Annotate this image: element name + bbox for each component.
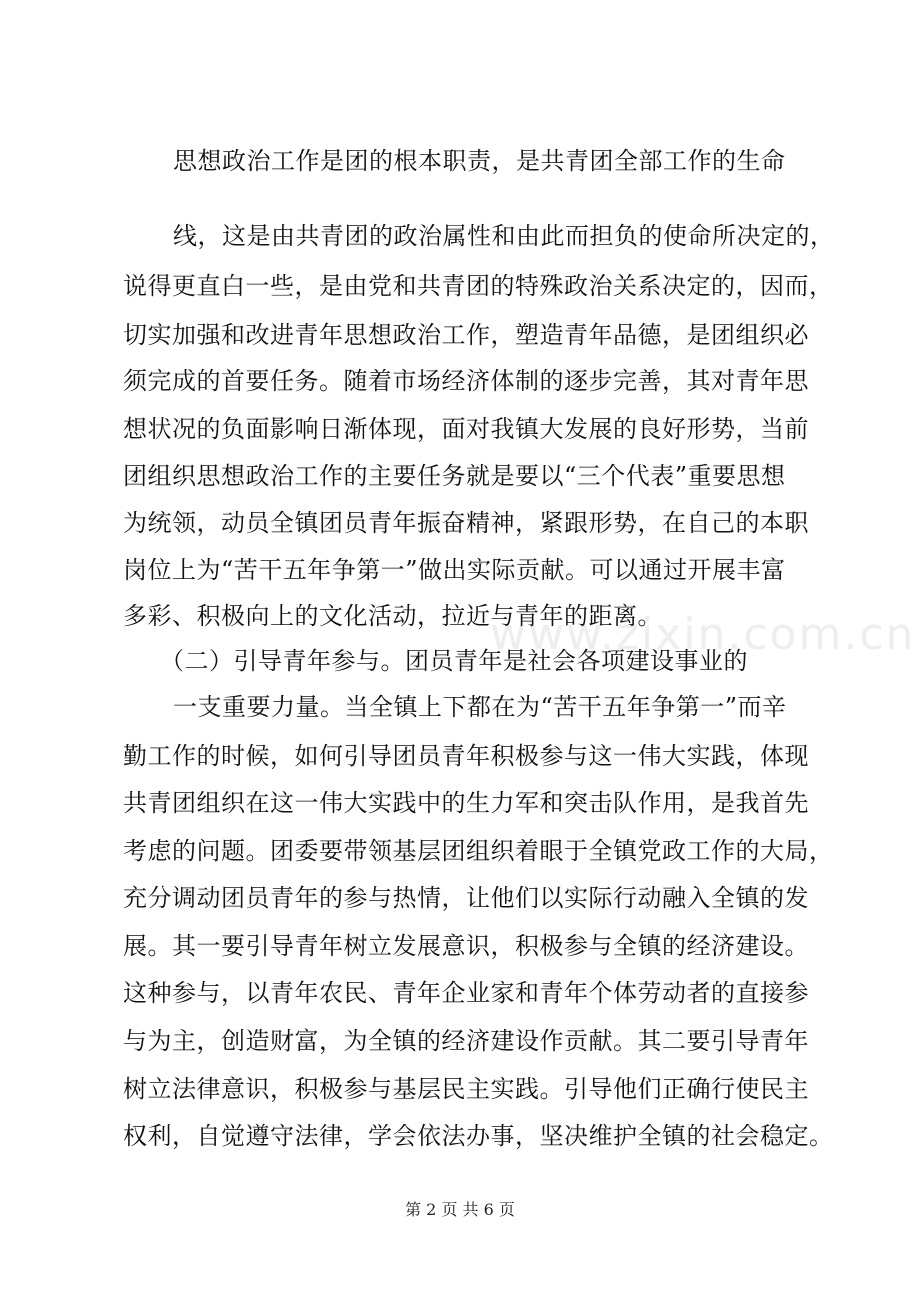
text-line: 岗位上为“苦干五年争第一”做出实际贡献。可以通过开展丰富 [123,556,786,584]
text-line: 勤工作的时候，如何引导团员青年积极参与这一伟大实践，体现 [123,742,809,770]
text-line: 须完成的首要任务。随着市场经济体制的逐步完善，其对青年思 [123,367,809,395]
text-line: 切实加强和改进青年思想政治工作，塑造青年品德，是团组织必 [123,321,809,349]
text-line: 这种参与，以青年农民、青年企业家和青年个体劳动者的直接参 [123,979,809,1007]
text-line: 考虑的问题。团委要带领基层团组织着眼于全镇党政工作的大局， [123,837,834,865]
page-number-footer: 第 2 页 共 6 页 [405,1200,515,1219]
text-line: 权利，自觉遵守法律，学会依法办事，坚决维护全镇的社会稳定。 [123,1122,834,1150]
text-line: 充分调动团员青年的参与热情，让他们以实际行动融入全镇的发 [123,884,809,912]
text-line: 一支重要力量。当全镇上下都在为“苦干五年争第一”而辛 [173,693,787,721]
text-line: 与为主，创造财富，为全镇的经济建设作贡献。其二要引导青年 [123,1027,809,1055]
text-line: 为统领，动员全镇团员青年振奋精神，紧跟形势，在自己的本职 [123,509,809,537]
watermark: www.zixin.com.cn [490,609,916,660]
text-line: 展。其一要引导青年树立发展意识，积极参与全镇的经济建设。 [123,932,809,960]
text-line: 说得更直白一些，是由党和共青团的特殊政治关系决定的，因而， [123,272,834,300]
text-line: 想状况的负面影响日渐体现，面对我镇大发展的良好形势，当前 [123,415,809,443]
text-line: 多彩、积极向上的文化活动，拉近与青年的距离。 [123,602,662,630]
text-line: 思想政治工作是团的根本职责，是共青团全部工作的生命 [173,147,786,175]
section-heading-line: （二）引导青年参与。团员青年是社会各项建设事业的 [160,647,748,675]
text-line: 树立法律意识，积极参与基层民主实践。引导他们正确行使民主 [123,1075,809,1103]
text-line: 团组织思想政治工作的主要任务就是要以“三个代表”重要思想 [123,462,786,490]
text-line: 共青团组织在这一伟大实践中的生力军和突击队作用，是我首先 [123,789,809,817]
text-line: 线，这是由共青团的政治属性和由此而担负的使命所决定的， [173,222,835,250]
